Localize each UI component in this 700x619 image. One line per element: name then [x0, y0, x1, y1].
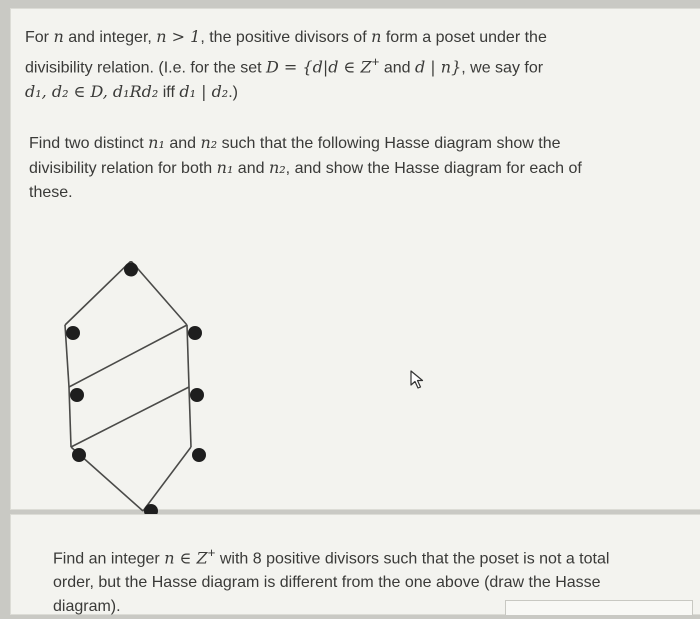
followup-card: [10, 514, 700, 615]
hasse-diagram: [61, 261, 221, 521]
question-card: [10, 8, 700, 510]
followup-line-1: Find an integer n ∈ Z+ with 8 positive divisors such that the poset is not a total: [53, 545, 610, 568]
followup-line-3: diagram).: [53, 598, 121, 616]
hasse-edge: [131, 261, 187, 325]
hasse-edge: [143, 447, 191, 511]
task-line-1: Find two distinct n₁ and n₂ such that the following Hasse diagram show the: [29, 133, 561, 152]
hasse-node: [124, 263, 138, 277]
hasse-node: [190, 388, 204, 402]
intro-line-1: For n and integer, n > 1, the positive divisors of n form a poset under the: [25, 27, 547, 46]
followup-line-2: order, but the Hasse diagram is different from the one above (draw the Hasse: [53, 574, 601, 592]
hasse-node: [188, 326, 202, 340]
intro-line-3: d₁, d₂ ∈ D, d₁Rd₂ iff d₁ | d₂.): [25, 82, 238, 102]
hasse-edge: [69, 325, 187, 387]
intro-line-2: divisibility relation. (I.e. for the set D = {d|d ∈ Z+ and d | n}, we say for: [25, 54, 544, 77]
task-paragraph: [29, 131, 582, 205]
hasse-node: [72, 448, 86, 462]
mouse-pointer-icon: [409, 370, 425, 390]
task-line-3: these.: [29, 184, 73, 201]
hasse-edge: [65, 261, 131, 325]
task-line-2: divisibility relation for both n₁ and n₂, and show the Hasse diagram for each of: [29, 158, 582, 177]
intro-paragraph: [25, 25, 547, 105]
hasse-node: [66, 326, 80, 340]
hasse-node: [192, 448, 206, 462]
hasse-node: [70, 388, 84, 402]
hasse-edge: [71, 387, 189, 447]
